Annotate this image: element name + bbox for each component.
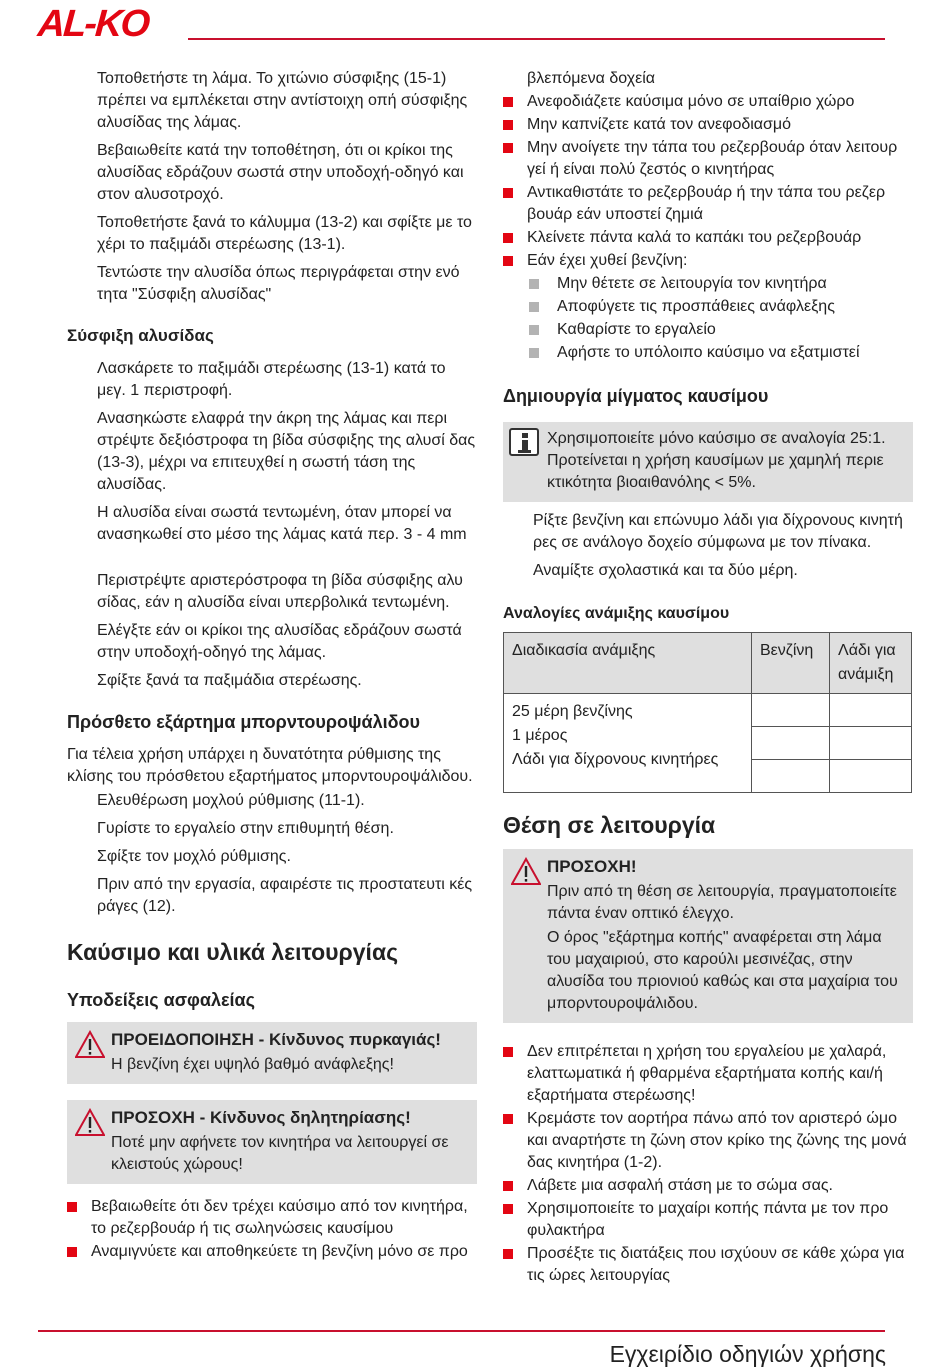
table-header-petrol: Βενζίνη: [752, 633, 830, 694]
caution-box: [503, 849, 913, 1023]
table-cell-empty: [752, 760, 830, 793]
heading-chain-tension: Σύσφιξη αλυσίδας: [67, 326, 214, 345]
list-item: Κλείνετε πάντα καλά το καπάκι του ρεζερβουάρ: [503, 227, 913, 249]
warning-triangle-icon: [75, 1108, 105, 1136]
warning-box-fire: [67, 1022, 477, 1084]
bullet-square-icon: [503, 1047, 513, 1057]
paragraph-mix-well: Αναμίξτε σχολαστικά και τα δύο μέρη.: [533, 562, 798, 579]
list-item: Εάν έχει χυθεί βενζίνη: Μην θέτετε σε λειτουργία τον κινητήρα Αποφύγετε τις προσπάθειες ανάφλεξης Καθαρίστε το εργαλείο Αφήστε το υπόλοιπο καύσιμο να εξατμιστεί: [503, 250, 913, 364]
list-item: Βεβαιωθείτε ότι δεν τρέχει καύσιμο από τον κινητήρα, το ρεζερβουάρ ή τις σωληνώσεις καυσίμου: [67, 1196, 477, 1240]
paragraph-too-tight: Περιστρέψτε αριστερόστροφα τη βίδα σύσφιξης αλυ σίδας, εάν η αλυσίδα είναι υπερβολικά τεντωμένη.: [97, 572, 463, 611]
list-item: Κρεμάστε τον αορτήρα πάνω από τον αριστερό ώμο και αναρτήστε τη ζώνη στον κρίκο της ζώνης της μονά δας κινητήρα (1-2).: [503, 1108, 913, 1174]
heading-safety-notes: Υποδείξεις ασφαλείας: [67, 990, 255, 1010]
bullet-square-icon: [503, 1114, 513, 1124]
list-item: Δεν επιτρέπεται η χρήση του εργαλείου με χαλαρά, ελαττωματικά ή φθαρμένα εξαρτήματα κοπής και/ή εξαρτήματα στερέωσης!: [503, 1041, 913, 1107]
caution-text-1: Πριν από τη θέση σε λειτουργία, πραγματοποιείτε πάντα έναν οπτικό έλεγχο.: [547, 883, 897, 922]
warning-box-poison: [67, 1100, 477, 1184]
alko-logo: AL-KO: [36, 3, 150, 45]
sub-bullet-square-icon: [529, 279, 539, 289]
table-cell-empty: [830, 727, 912, 760]
list-item: Αντικαθιστάτε το ρεζερβουάρ ή την τάπα του ρεζερ βουάρ εάν υποστεί ζημιά: [503, 182, 913, 226]
table-header-oil: Λάδι για ανάμιξη: [830, 633, 912, 694]
spill-sub-list: [527, 273, 913, 364]
header-rule: [188, 38, 885, 40]
sub-bullet-square-icon: [529, 325, 539, 335]
left-column: [67, 68, 477, 1264]
safety-bullet-list: [67, 1196, 477, 1263]
info-text-ratio: Χρησιμοποιείτε μόνο καύσιμο σε αναλογία 25:1. Προτείνεται η χρήση καυσίμων με χαμηλή περιε κτικότητα βιοαιθανόλης < 5%.: [547, 430, 886, 491]
bullet-square-icon: [67, 1247, 77, 1257]
bullet-square-icon: [503, 143, 513, 153]
footer-title: Εγχειρίδιο οδηγιών χρήσης: [609, 1341, 886, 1367]
bullet-square-icon: [503, 1204, 513, 1214]
warning-triangle-icon: [75, 1030, 105, 1058]
footer-rule: [38, 1330, 885, 1332]
table-cell-empty: [752, 727, 830, 760]
sub-bullet-square-icon: [529, 302, 539, 312]
paragraph-loosen-nut: Λασκάρετε το παξιμάδι στερέωσης (13-1) κατά το μεγ. 1 περιστροφή.: [97, 360, 446, 399]
paragraph-tighten-lever: Σφίξτε τον μοχλό ρύθμισης.: [97, 848, 291, 865]
sub-list-item: Καθαρίστε το εργαλείο: [527, 319, 913, 341]
list-item: Προσέξτε τις διατάξεις που ισχύουν σε κάθε χώρα για τις ώρες λειτουργίας: [503, 1243, 913, 1287]
list-item: Μην ανοίγετε την τάπα του ρεζερβουάρ όταν λειτουρ γεί ή είναι πολύ ζεστός ο κινητήρας: [503, 137, 913, 181]
paragraph-retighten: Σφίξτε ξανά τα παξιμάδια στερέωσης.: [97, 672, 362, 689]
paragraph-tension-ref: Τεντώστε την αλυσίδα όπως περιγράφεται στην ενό τητα "Σύσφιξη αλυσίδας": [97, 264, 460, 303]
bullet-square-icon: [503, 1181, 513, 1191]
paragraph-mount-blade: Τοποθετήστε τη λάμα. Το χιτώνιο σύσφιξης (15-1) πρέπει να εμπλέκεται στην αντίστοιχη οπή σύσφιξης αλυσίδας της λάμας.: [97, 70, 468, 131]
paragraph-turn-tool: Γυρίστε το εργαλείο στην επιθυμητή θέση.: [97, 820, 394, 837]
warning-title-poison: ΠΡΟΣΟΧΗ - Κίνδυνος δηλητηρίασης!: [111, 1108, 411, 1127]
paragraph-remove-rails: Πριν από την εργασία, αφαιρέστε τις προστατευτι κές ράγες (12).: [97, 876, 473, 915]
paragraph-correct-tension: Η αλυσίδα είναι σωστά τεντωμένη, όταν μπορεί να ανασηκωθεί στο μέσο της λάμας κατά περ. 3 - 4 mm: [97, 504, 467, 543]
table-cell-empty: [830, 760, 912, 793]
list-item: Αναμιγνύετε και αποθηκεύετε τη βενζίνη μόνο σε προ: [67, 1241, 477, 1263]
paragraph-raise-bar: Ανασηκώστε ελαφρά την άκρη της λάμας και περι στρέψτε δεξιόστροφα τη βίδα σύσφιξης της αλυσί δας (13-3), μέχρι να επιτευχθεί η σωστή τάση της αλυσίδας.: [97, 410, 476, 493]
bullet-square-icon: [67, 1202, 77, 1212]
bullet-square-icon: [503, 256, 513, 266]
right-column: [503, 68, 913, 1288]
paragraph-check-seating: Ελέγξτε εάν οι κρίκοι της αλυσίδας εδράζουν σωστά στην υποδοχή-οδηγό της λάμας.: [97, 622, 462, 661]
bullet-square-icon: [503, 97, 513, 107]
heading-fuel-mix: Δημιουργία μίγματος καυσίμου: [503, 386, 769, 406]
refuel-bullet-list: [503, 91, 913, 364]
caution-text-2: Ο όρος "εξάρτημα κοπής" αναφέρεται στη λάμα του μαχαιριού, στο καρούλι μεσινέζας, στην αλυσίδα του πριονιού καθώς και στα μαχαίρια του μπορντουροψάλιδου.: [547, 929, 898, 1012]
list-item: Μην καπνίζετε κατά τον ανεφοδιασμό: [503, 114, 913, 136]
list-item: Λάβετε μια ασφαλή στάση με το σώμα σας.: [503, 1175, 913, 1197]
startup-bullet-list: [503, 1041, 913, 1287]
sub-list-item: Μην θέτετε σε λειτουργία τον κινητήρα: [527, 273, 913, 295]
info-box-ratio: [503, 422, 913, 502]
table-header-procedure: Διαδικασία ανάμιξης: [504, 633, 752, 694]
paragraph-pour-fuel: Ρίξτε βενζίνη και επώνυμο λάδι για δίχρονους κινητή ρες σε ανάλογο δοχείο σύμφωνα με τον πίνακα.: [533, 512, 903, 551]
sub-list-item: Αφήστε το υπόλοιπο καύσιμο να εξατμιστεί: [527, 342, 913, 364]
heading-edger-attachment: Πρόσθετο εξάρτημα μπορντουροψάλιδου: [67, 712, 420, 732]
heading-fuel: Καύσιμο και υλικά λειτουργίας: [67, 939, 399, 965]
heading-start-up: Θέση σε λειτουργία: [503, 812, 716, 838]
sub-bullet-square-icon: [529, 348, 539, 358]
warning-text-fire: Η βενζίνη έχει υψηλό βαθμό ανάφλεξης!: [111, 1056, 394, 1073]
bullet-square-icon: [503, 188, 513, 198]
bullet-continuation: βλεπόμενα δοχεία: [527, 70, 656, 87]
list-item: Χρησιμοποιείτε το μαχαίρι κοπής πάντα με τον προ φυλακτήρα: [503, 1198, 913, 1242]
paragraph-release-lever: Ελευθέρωση μοχλού ρύθμισης (11-1).: [97, 792, 365, 809]
info-icon: [509, 428, 539, 456]
table-cell-procedure: 25 μέρη βενζίνης 1 μέρος Λάδι για δίχρονους κινητήρες: [504, 694, 752, 793]
bullet-square-icon: [503, 233, 513, 243]
heading-mix-ratios: Αναλογίες ανάμιξης καυσίμου: [503, 605, 730, 622]
bullet-square-icon: [503, 120, 513, 130]
bullet-square-icon: [503, 1249, 513, 1259]
caution-title: ΠΡΟΣΟΧΗ!: [547, 857, 637, 876]
paragraph-check-links: Βεβαιωθείτε κατά την τοποθέτηση, ότι οι κρίκοι της αλυσίδας εδράζουν σωστά στην υποδοχή-οδηγό και στον αλυσοτροχό.: [97, 142, 464, 203]
list-item: Ανεφοδιάζετε καύσιμα μόνο σε υπαίθριο χώρο: [503, 91, 913, 113]
table-cell-empty: [752, 694, 830, 727]
warning-text-poison: Ποτέ μην αφήνετε τον κινητήρα να λειτουργεί σε κλειστούς χώρους!: [111, 1134, 449, 1173]
mix-ratio-table: [503, 632, 912, 793]
paragraph-edger-intro: Για τέλεια χρήση υπάρχει η δυνατότητα ρύθμισης της κλίσης του πρόσθετου εξαρτήματος μπορντουροψάλιδου.: [67, 746, 473, 785]
paragraph-refit-cover: Τοποθετήστε ξανά το κάλυμμα (13-2) και σφίξτε με το χέρι το παξιμάδι στερέωσης (13-1).: [97, 214, 472, 253]
sub-list-item: Αποφύγετε τις προσπάθειες ανάφλεξης: [527, 296, 913, 318]
table-cell-empty: [830, 694, 912, 727]
warning-title-fire: ΠΡΟΕΙΔΟΠΟΙΗΣΗ - Κίνδυνος πυρκαγιάς!: [111, 1030, 441, 1049]
warning-triangle-icon: [511, 857, 541, 885]
